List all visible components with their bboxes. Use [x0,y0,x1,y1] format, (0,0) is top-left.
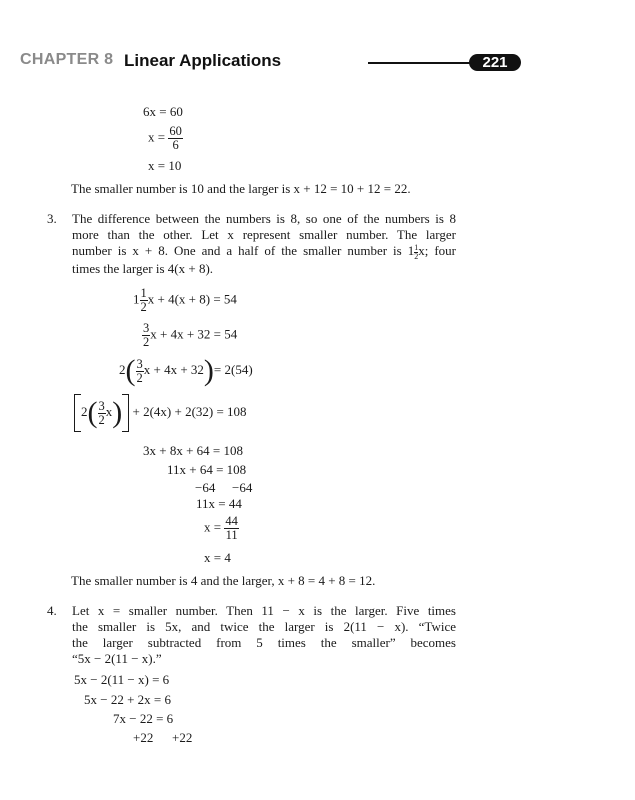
text-line: “5x − 2(11 − x).” [72,651,162,666]
text-line: the larger subtracted from 5 times the smaller” becomes [72,635,456,650]
fraction-denominator: 2 [98,412,105,427]
equation-2 [142,322,237,349]
equation-rest: x + 4x + 32 = 54 [150,326,238,342]
equation-9 [204,515,239,542]
fraction-denominator: 2 [143,335,150,349]
fraction-numerator: 1 [414,242,419,252]
equation-5: 3x + 8x + 64 = 108 [143,443,243,458]
equation-7-right: −64 [232,480,253,495]
equation-x-fraction [148,125,183,152]
inner-expression: x + 4x + 32 [143,361,204,377]
fraction [140,287,148,314]
left-paren: ( [125,354,136,387]
equation-p4-4-right: +22 [172,730,193,745]
text-fragment: x; four [418,243,456,258]
problem-4-text [72,603,456,667]
equation-p4-1: 5x − 2(11 − x) = 6 [74,672,170,687]
fraction-numerator: 3 [143,321,150,335]
text-line: The difference between the numbers is 8, so one of the numbers is 8 [72,211,456,226]
conclusion-text: The smaller number is 4 and the larger, x + 8 = 4 + 8 = 12. [71,573,376,588]
equation-rhs: = 2(54) [213,361,253,377]
equation-6: 11x + 64 = 108 [167,462,247,477]
equation-4 [74,394,247,432]
right-paren: ) [203,354,214,387]
equation-7-left: −64 [195,480,216,495]
fraction [224,515,239,542]
coefficient: 2 [119,361,126,377]
fraction [142,322,150,349]
text-line: the smaller is 5x, and twice the larger is 2(11 − x). “Twice [72,619,456,634]
equation-3 [119,356,253,386]
fraction [168,125,183,152]
fraction [136,358,144,385]
fraction-numerator: 44 [225,514,238,528]
left-bracket [74,394,81,432]
fraction-numerator: 3 [98,398,105,413]
chapter-title: Linear Applications [124,51,282,70]
variable: x [105,403,113,419]
page-number-badge: 221 [469,54,521,71]
problem-number: 4. [47,603,57,618]
left-paren: ( [87,396,98,429]
text-line: more than the other. Let x represent smaller number. The larger [72,227,456,242]
problem-3-text [72,211,456,277]
mixed-whole: 1 [133,291,140,307]
equation-p4-2: 5x − 22 + 2x = 6 [84,692,171,707]
equation-p4-4-left: +22 [133,730,154,745]
fraction-denominator: 2 [136,370,143,385]
text-line [72,243,456,261]
conclusion-text: The smaller number is 10 and the larger is x + 12 = 10 + 12 = 22. [71,181,411,196]
equation-8: 11x = 44 [196,496,242,511]
equation-p4-3: 7x − 22 = 6 [113,711,174,726]
equation-rest: + 2(4x) + 2(32) = 108 [132,403,247,419]
equation-10: x = 4 [204,550,231,565]
fraction-denominator: 6 [172,138,179,152]
equation-lhs: x = [148,129,166,145]
right-paren: ) [112,396,123,429]
coefficient: 2 [81,403,88,419]
text-fragment: number is x + 8. One and a half of the smaller number is 1 [72,243,415,258]
equation-lhs: x = [204,519,222,535]
right-bracket [122,394,129,432]
equation-6x-60: 6x = 60 [143,104,183,119]
text-line: Let x = smaller number. Then 11 − x is the larger. Five times [72,603,456,618]
fraction-numerator: 3 [136,356,143,371]
equation-rest: x + 4(x + 8) = 54 [147,291,237,307]
fraction-numerator: 60 [169,124,182,138]
fraction-denominator: 2 [140,300,147,314]
equation-1 [133,287,237,314]
equation-x-10: x = 10 [148,158,182,173]
text-line: times the larger is 4(x + 8). [72,260,214,276]
fraction-numerator: 1 [140,286,147,300]
problem-number: 3. [47,211,57,226]
fraction-denominator: 11 [225,528,238,542]
fraction [98,400,106,427]
fraction-denominator: 2 [414,251,419,261]
chapter-label: CHAPTER 8 [20,51,114,68]
